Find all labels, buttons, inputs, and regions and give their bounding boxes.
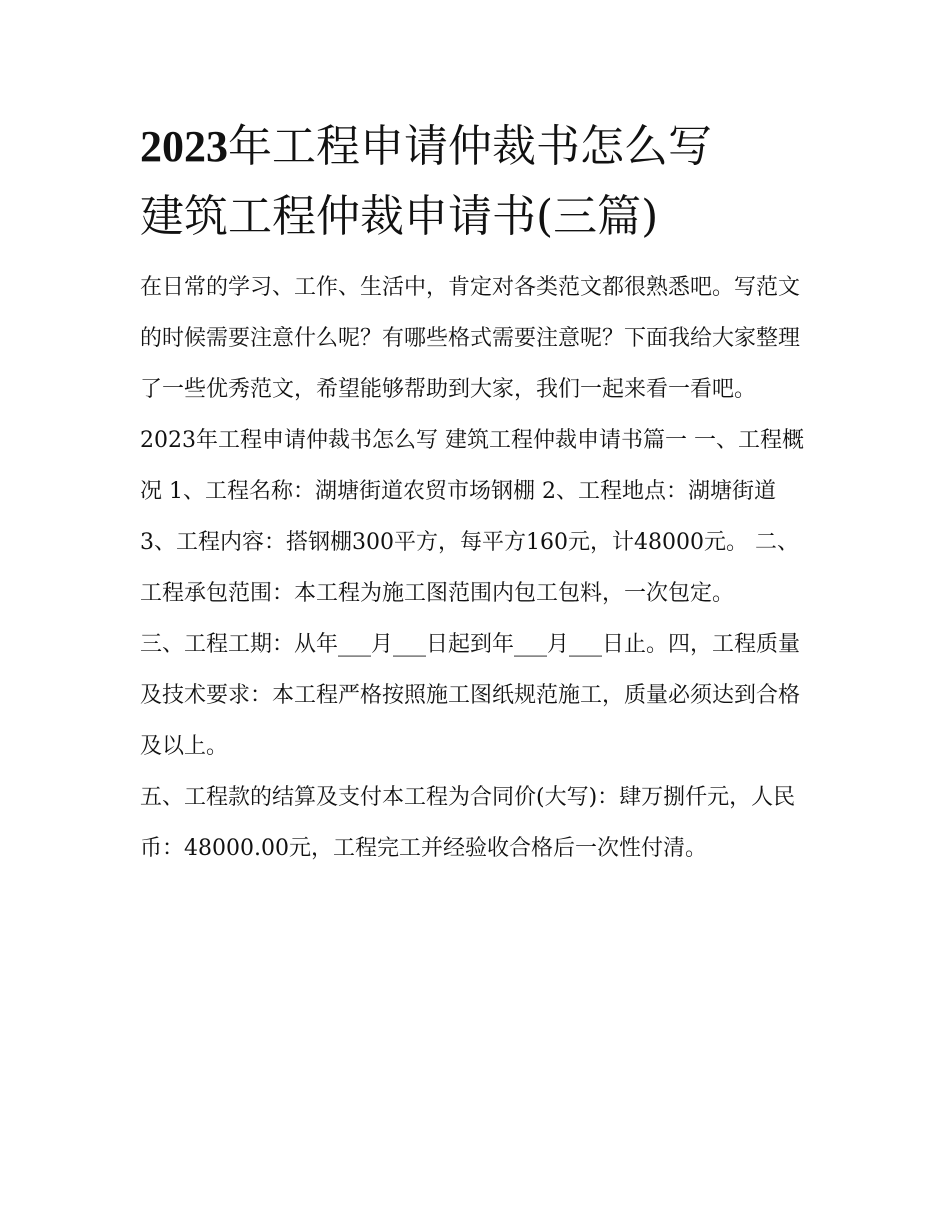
- document-page: [140, 112, 815, 874]
- document-title: [140, 112, 815, 252]
- project-content-paragraph: 3、工程内容：搭钢棚300平方，每平方160元，计48000元。 二、工程承包范围：本工程为施工图范围内包工包料，一次包定。: [140, 530, 799, 606]
- title-line-1-text: 年工程申请仲裁书怎么写: [228, 121, 712, 172]
- payment-paragraph: 五、工程款的结算及支付本工程为合同价(大写)：肆万捌仟元，人民币：48000.00元，工程完工并经验收合格后一次性付清。: [140, 785, 796, 861]
- section-heading-paragraph: 2023年工程申请仲裁书怎么写 建筑工程仲裁申请书篇一 一、工程概况 1、工程名称：湖塘街道农贸市场钢棚 2、工程地点：湖塘街道: [140, 428, 804, 504]
- title-line-1: [140, 112, 815, 182]
- schedule-quality-paragraph: 三、工程工期：从年___月___日起到年___月___日止。四，工程质量及技术要求：本工程严格按照施工图纸规范施工，质量必须达到合格及以上。: [140, 632, 801, 759]
- title-year: 2023: [140, 122, 228, 171]
- title-line-2: 建筑工程仲裁申请书(三篇): [140, 191, 659, 242]
- intro-paragraph: 在日常的学习、工作、生活中，肯定对各类范文都很熟悉吧。写范文的时候需要注意什么呢？有哪些格式需要注意呢？下面我给大家整理了一些优秀范文，希望能够帮助到大家，我们一起来看一看吧。: [140, 275, 801, 402]
